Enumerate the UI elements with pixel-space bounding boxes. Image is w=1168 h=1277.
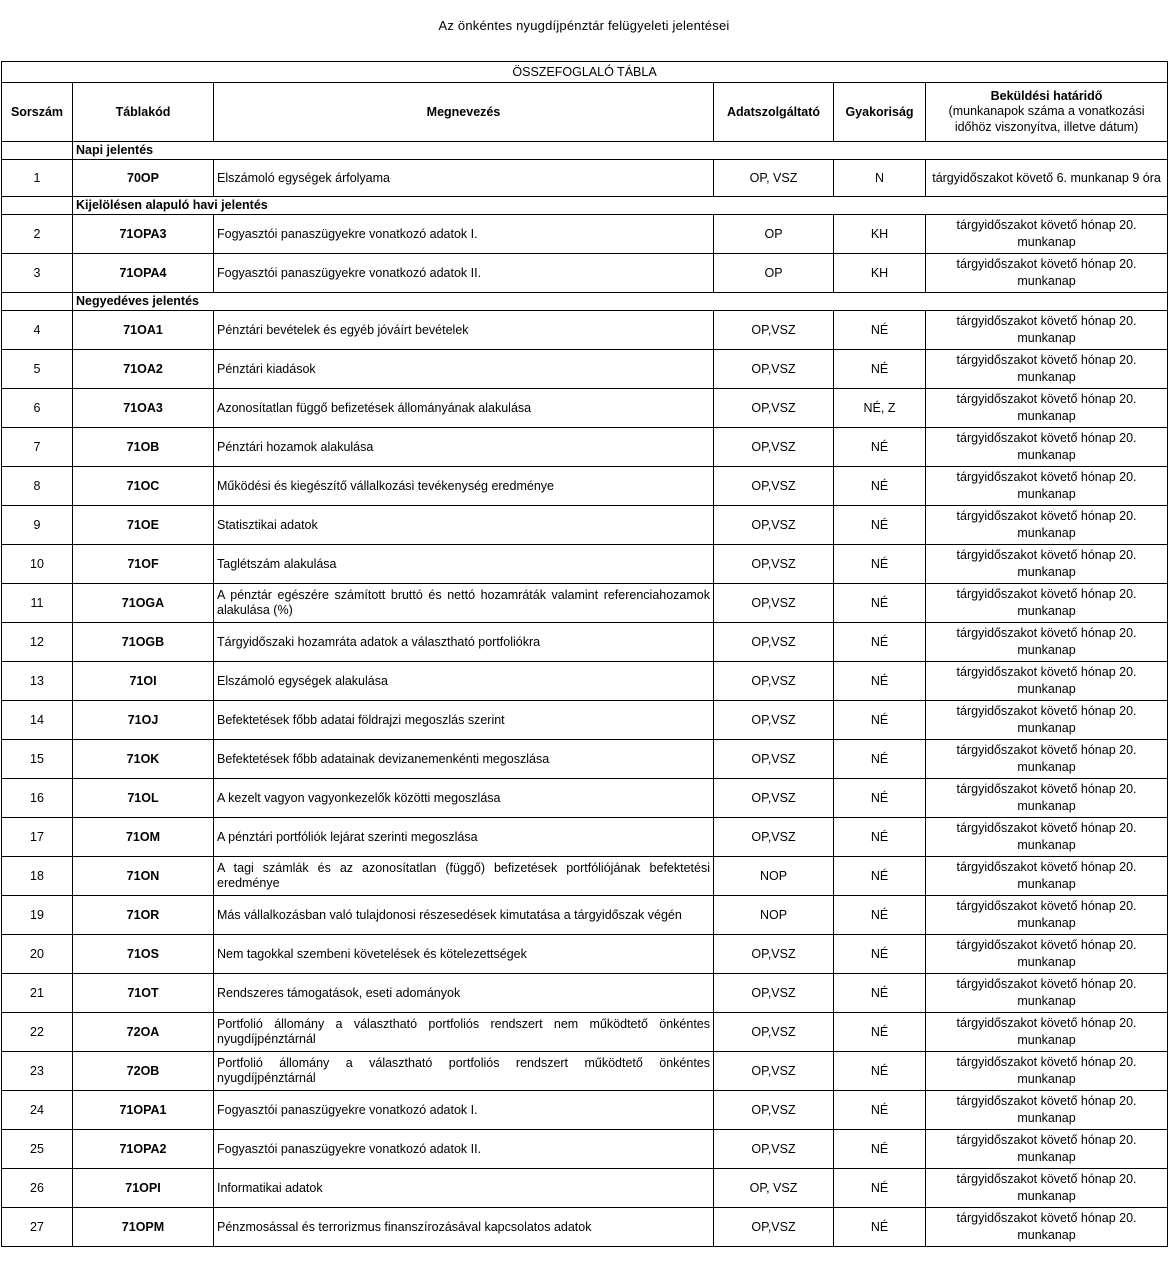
submission-deadline: tárgyidőszakot követő hónap 20. munkanap <box>926 974 1168 1013</box>
submission-deadline: tárgyidőszakot követő hónap 20. munkanap <box>926 467 1168 506</box>
row-number: 2 <box>2 215 73 254</box>
row-number: 14 <box>2 701 73 740</box>
row-number: 12 <box>2 623 73 662</box>
report-name: Pénztári bevételek és egyéb jóváírt bevételek <box>214 311 714 350</box>
row-number: 3 <box>2 254 73 293</box>
frequency: NÉ <box>834 701 926 740</box>
row-number: 13 <box>2 662 73 701</box>
table-row <box>2 1130 1168 1169</box>
frequency: NÉ <box>834 740 926 779</box>
table-code: 71OPA3 <box>73 215 214 254</box>
data-provider: OP,VSZ <box>714 740 834 779</box>
table-row <box>2 311 1168 350</box>
table-row <box>2 467 1168 506</box>
row-number: 19 <box>2 896 73 935</box>
frequency: NÉ <box>834 818 926 857</box>
submission-deadline: tárgyidőszakot követő hónap 20. munkanap <box>926 1091 1168 1130</box>
frequency: NÉ <box>834 1208 926 1247</box>
submission-deadline: tárgyidőszakot követő hónap 20. munkanap <box>926 311 1168 350</box>
table-row <box>2 857 1168 896</box>
report-name: A pénztár egészére számított bruttó és nettó hozamráták valamint referenciahozamok alakulása (%) <box>214 584 714 623</box>
data-provider: OP,VSZ <box>714 662 834 701</box>
table-code: 71OL <box>73 779 214 818</box>
row-number: 7 <box>2 428 73 467</box>
frequency: NÉ <box>834 857 926 896</box>
submission-deadline: tárgyidőszakot követő hónap 20. munkanap <box>926 506 1168 545</box>
table-code: 71OF <box>73 545 214 584</box>
submission-deadline: tárgyidőszakot követő hónap 20. munkanap <box>926 1208 1168 1247</box>
data-provider: OP,VSZ <box>714 467 834 506</box>
row-number: 5 <box>2 350 73 389</box>
header-bekuldesi-note: (munkanapok száma a vonatkozási időhöz viszonyítva, illetve dátum) <box>948 104 1145 134</box>
table-row <box>2 1208 1168 1247</box>
data-provider: OP,VSZ <box>714 311 834 350</box>
row-number: 24 <box>2 1091 73 1130</box>
submission-deadline: tárgyidőszakot követő hónap 20. munkanap <box>926 1013 1168 1052</box>
section-spacer <box>2 197 73 215</box>
table-row <box>2 818 1168 857</box>
section-row <box>2 197 1168 215</box>
section-row <box>2 293 1168 311</box>
report-name: Fogyasztói panaszügyekre vonatkozó adatok I. <box>214 1091 714 1130</box>
report-name: A kezelt vagyon vagyonkezelők közötti megoszlása <box>214 779 714 818</box>
data-provider: NOP <box>714 896 834 935</box>
table-row <box>2 1169 1168 1208</box>
data-provider: OP,VSZ <box>714 545 834 584</box>
table-code: 71OPA1 <box>73 1091 214 1130</box>
table-caption-row <box>2 62 1168 83</box>
table-code: 71ON <box>73 857 214 896</box>
submission-deadline: tárgyidőszakot követő hónap 20. munkanap <box>926 254 1168 293</box>
report-name: Fogyasztói panaszügyekre vonatkozó adatok II. <box>214 254 714 293</box>
submission-deadline: tárgyidőszakot követő hónap 20. munkanap <box>926 350 1168 389</box>
row-number: 26 <box>2 1169 73 1208</box>
table-row <box>2 389 1168 428</box>
data-provider: OP,VSZ <box>714 935 834 974</box>
submission-deadline: tárgyidőszakot követő hónap 20. munkanap <box>926 545 1168 584</box>
table-code: 71OPM <box>73 1208 214 1247</box>
data-provider: OP,VSZ <box>714 1130 834 1169</box>
submission-deadline: tárgyidőszakot követő hónap 20. munkanap <box>926 584 1168 623</box>
table-code: 71OS <box>73 935 214 974</box>
report-name: Taglétszám alakulása <box>214 545 714 584</box>
table-code: 71OGA <box>73 584 214 623</box>
report-name: Elszámoló egységek árfolyama <box>214 160 714 197</box>
data-provider: OP,VSZ <box>714 623 834 662</box>
section-row <box>2 142 1168 160</box>
table-code: 71OT <box>73 974 214 1013</box>
page-title: Az önkéntes nyugdíjpénztár felügyeleti jelentései <box>438 18 730 33</box>
section-title: Napi jelentés <box>73 142 1168 160</box>
data-provider: OP,VSZ <box>714 1091 834 1130</box>
row-number: 10 <box>2 545 73 584</box>
submission-deadline: tárgyidőszakot követő hónap 20. munkanap <box>926 896 1168 935</box>
frequency: KH <box>834 254 926 293</box>
data-provider: OP,VSZ <box>714 974 834 1013</box>
submission-deadline: tárgyidőszakot követő hónap 20. munkanap <box>926 1052 1168 1091</box>
table-row <box>2 584 1168 623</box>
header-bekuldesi-hatarido <box>926 83 1168 142</box>
report-name: Rendszeres támogatások, eseti adományok <box>214 974 714 1013</box>
row-number: 22 <box>2 1013 73 1052</box>
table-row <box>2 1091 1168 1130</box>
report-name: Pénztári kiadások <box>214 350 714 389</box>
section-title: Negyedéves jelentés <box>73 293 1168 311</box>
table-row <box>2 779 1168 818</box>
header-megnevezes: Megnevezés <box>214 83 714 142</box>
frequency: NÉ <box>834 311 926 350</box>
row-number: 6 <box>2 389 73 428</box>
frequency: NÉ <box>834 974 926 1013</box>
report-name: A pénztári portfóliók lejárat szerinti megoszlása <box>214 818 714 857</box>
report-name: A tagi számlák és az azonosítatlan (függő) befizetések portfóliójának befektetési eredménye <box>214 857 714 896</box>
table-code: 71OA3 <box>73 389 214 428</box>
table-code: 72OA <box>73 1013 214 1052</box>
table-code: 71OPA4 <box>73 254 214 293</box>
table-code: 71OA2 <box>73 350 214 389</box>
data-provider: NOP <box>714 857 834 896</box>
submission-deadline: tárgyidőszakot követő hónap 20. munkanap <box>926 623 1168 662</box>
row-number: 4 <box>2 311 73 350</box>
report-name: Nem tagokkal szembeni követelések és kötelezettségek <box>214 935 714 974</box>
frequency: NÉ <box>834 896 926 935</box>
data-provider: OP,VSZ <box>714 428 834 467</box>
table-code: 71OB <box>73 428 214 467</box>
section-title: Kijelölésen alapuló havi jelentés <box>73 197 1168 215</box>
frequency: NÉ <box>834 623 926 662</box>
submission-deadline: tárgyidőszakot követő hónap 20. munkanap <box>926 857 1168 896</box>
data-provider: OP,VSZ <box>714 1013 834 1052</box>
frequency: NÉ <box>834 545 926 584</box>
data-provider: OP,VSZ <box>714 584 834 623</box>
table-row <box>2 701 1168 740</box>
submission-deadline: tárgyidőszakot követő hónap 20. munkanap <box>926 662 1168 701</box>
table-code: 71OM <box>73 818 214 857</box>
table-row <box>2 350 1168 389</box>
frequency: NÉ <box>834 584 926 623</box>
row-number: 1 <box>2 160 73 197</box>
frequency: N <box>834 160 926 197</box>
section-spacer <box>2 142 73 160</box>
data-provider: OP,VSZ <box>714 506 834 545</box>
data-provider: OP,VSZ <box>714 350 834 389</box>
report-name: Portfolió állomány a választható portfoliós rendszert működtető önkéntes nyugdíjpénztárnál <box>214 1052 714 1091</box>
row-number: 23 <box>2 1052 73 1091</box>
row-number: 17 <box>2 818 73 857</box>
header-sorszam: Sorszám <box>2 83 73 142</box>
row-number: 27 <box>2 1208 73 1247</box>
submission-deadline: tárgyidőszakot követő hónap 20. munkanap <box>926 935 1168 974</box>
report-name: Tárgyidőszaki hozamráta adatok a választható portfoliókra <box>214 623 714 662</box>
data-provider: OP,VSZ <box>714 1208 834 1247</box>
frequency: NÉ <box>834 1013 926 1052</box>
submission-deadline: tárgyidőszakot követő hónap 20. munkanap <box>926 818 1168 857</box>
table-code: 71OI <box>73 662 214 701</box>
table-row <box>2 935 1168 974</box>
table-code: 71OPI <box>73 1169 214 1208</box>
table-row <box>2 662 1168 701</box>
frequency: NÉ <box>834 1052 926 1091</box>
table-row <box>2 428 1168 467</box>
table-code: 71OA1 <box>73 311 214 350</box>
row-number: 8 <box>2 467 73 506</box>
frequency: NÉ <box>834 1130 926 1169</box>
data-provider: OP,VSZ <box>714 1052 834 1091</box>
submission-deadline: tárgyidőszakot követő hónap 20. munkanap <box>926 779 1168 818</box>
data-provider: OP,VSZ <box>714 818 834 857</box>
report-name: Pénztári hozamok alakulása <box>214 428 714 467</box>
report-name: Pénzmosással és terrorizmus finanszírozásával kapcsolatos adatok <box>214 1208 714 1247</box>
data-provider: OP,VSZ <box>714 389 834 428</box>
submission-deadline: tárgyidőszakot követő hónap 20. munkanap <box>926 740 1168 779</box>
header-adatszolgaltato: Adatszolgáltató <box>714 83 834 142</box>
table-row <box>2 215 1168 254</box>
data-provider: OP, VSZ <box>714 1169 834 1208</box>
report-name: Portfolió állomány a választható portfoliós rendszert nem működtető önkéntes nyugdíjpénztárnál <box>214 1013 714 1052</box>
report-name: Elszámoló egységek alakulása <box>214 662 714 701</box>
row-number: 15 <box>2 740 73 779</box>
table-row <box>2 740 1168 779</box>
header-row <box>2 83 1168 142</box>
report-name: Fogyasztói panaszügyekre vonatkozó adatok II. <box>214 1130 714 1169</box>
data-provider: OP, VSZ <box>714 160 834 197</box>
frequency: NÉ, Z <box>834 389 926 428</box>
data-provider: OP <box>714 254 834 293</box>
submission-deadline: tárgyidőszakot követő hónap 20. munkanap <box>926 701 1168 740</box>
submission-deadline: tárgyidőszakot követő hónap 20. munkanap <box>926 389 1168 428</box>
table-code: 72OB <box>73 1052 214 1091</box>
report-name: Fogyasztói panaszügyekre vonatkozó adatok I. <box>214 215 714 254</box>
table-row <box>2 1052 1168 1091</box>
report-name: Informatikai adatok <box>214 1169 714 1208</box>
table-row <box>2 1013 1168 1052</box>
frequency: NÉ <box>834 506 926 545</box>
table-code: 71OC <box>73 467 214 506</box>
row-number: 18 <box>2 857 73 896</box>
table-code: 71OR <box>73 896 214 935</box>
table-row <box>2 545 1168 584</box>
report-name: Befektetések főbb adatai földrajzi megoszlás szerint <box>214 701 714 740</box>
report-name: Befektetések főbb adatainak devizanemenkénti megoszlása <box>214 740 714 779</box>
row-number: 11 <box>2 584 73 623</box>
data-provider: OP,VSZ <box>714 701 834 740</box>
frequency: NÉ <box>834 428 926 467</box>
section-spacer <box>2 293 73 311</box>
report-name: Működési és kiegészítő vállalkozási tevékenység eredménye <box>214 467 714 506</box>
row-number: 21 <box>2 974 73 1013</box>
table-code: 71OK <box>73 740 214 779</box>
frequency: NÉ <box>834 467 926 506</box>
submission-deadline: tárgyidőszakot követő hónap 20. munkanap <box>926 1169 1168 1208</box>
table-row <box>2 160 1168 197</box>
submission-deadline: tárgyidőszakot követő hónap 20. munkanap <box>926 215 1168 254</box>
table-row <box>2 506 1168 545</box>
frequency: NÉ <box>834 779 926 818</box>
row-number: 9 <box>2 506 73 545</box>
table-code: 71OE <box>73 506 214 545</box>
table-code: 71OGB <box>73 623 214 662</box>
table-row <box>2 254 1168 293</box>
header-tablakod: Táblakód <box>73 83 214 142</box>
frequency: NÉ <box>834 662 926 701</box>
row-number: 20 <box>2 935 73 974</box>
report-name: Azonosítatlan függő befizetések állományának alakulása <box>214 389 714 428</box>
table-row <box>2 896 1168 935</box>
report-name: Statisztikai adatok <box>214 506 714 545</box>
table-caption: ÖSSZEFOGLALÓ TÁBLA <box>2 62 1168 83</box>
table-row <box>2 974 1168 1013</box>
submission-deadline: tárgyidőszakot követő 6. munkanap 9 óra <box>926 160 1168 197</box>
table-row <box>2 623 1168 662</box>
summary-table <box>1 61 1168 1247</box>
header-bekuldesi-title: Beküldési határidő <box>990 88 1103 103</box>
header-gyakorisag: Gyakoriság <box>834 83 926 142</box>
frequency: KH <box>834 215 926 254</box>
report-name: Más vállalkozásban való tulajdonosi részesedések kimutatása a tárgyidőszak végén <box>214 896 714 935</box>
frequency: NÉ <box>834 935 926 974</box>
frequency: NÉ <box>834 350 926 389</box>
data-provider: OP <box>714 215 834 254</box>
frequency: NÉ <box>834 1091 926 1130</box>
frequency: NÉ <box>834 1169 926 1208</box>
table-code: 70OP <box>73 160 214 197</box>
submission-deadline: tárgyidőszakot követő hónap 20. munkanap <box>926 1130 1168 1169</box>
submission-deadline: tárgyidőszakot követő hónap 20. munkanap <box>926 428 1168 467</box>
row-number: 16 <box>2 779 73 818</box>
table-code: 71OPA2 <box>73 1130 214 1169</box>
table-code: 71OJ <box>73 701 214 740</box>
data-provider: OP,VSZ <box>714 779 834 818</box>
row-number: 25 <box>2 1130 73 1169</box>
